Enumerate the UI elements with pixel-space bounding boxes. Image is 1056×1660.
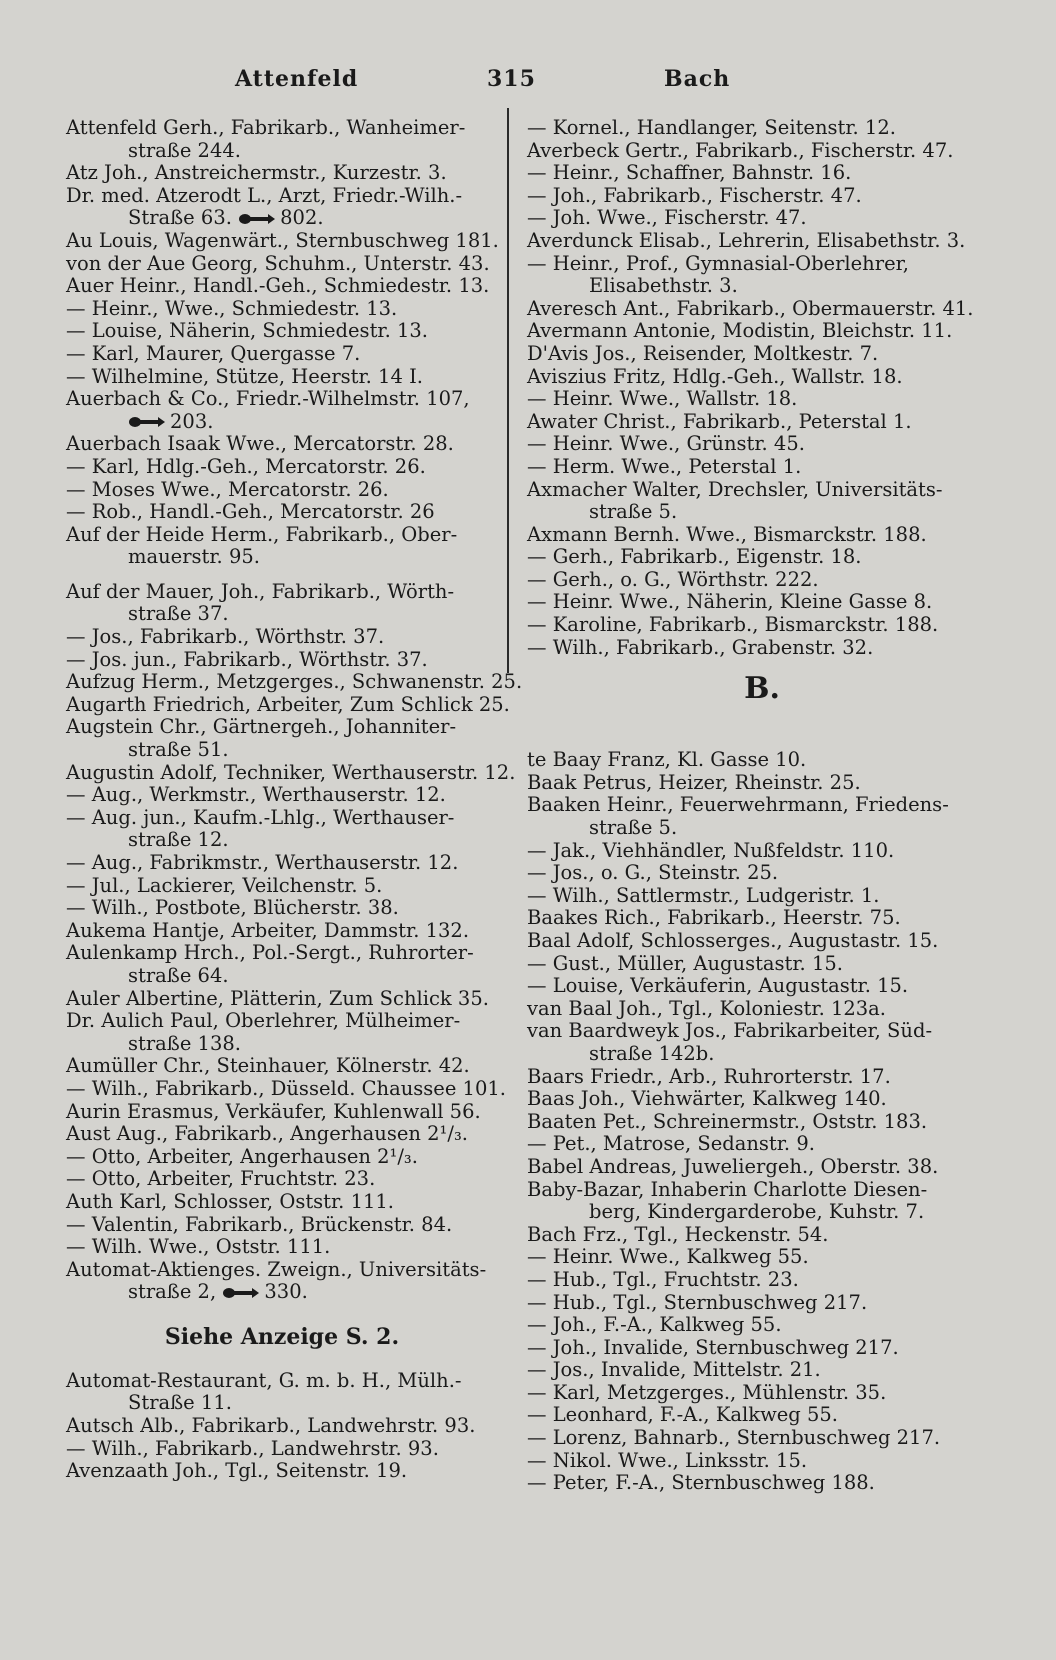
directory-entry bbox=[66, 1191, 498, 1214]
directory-entry bbox=[527, 1224, 997, 1247]
entry-text: — Wilh., Postbote, Blücherstr. 38. bbox=[66, 896, 399, 920]
entry-text: — Rob., Handl.-Geh., Mercatorstr. 26 bbox=[66, 500, 435, 524]
entry-text: — Jos. jun., Fabrikarb., Wörthstr. 37. bbox=[66, 647, 428, 671]
directory-entry bbox=[527, 1292, 997, 1315]
entry-text: Dr. Aulich Paul, Oberlehrer, Mülheimer- bbox=[66, 1009, 461, 1033]
entry-continuation bbox=[66, 140, 498, 163]
directory-entry bbox=[66, 1259, 498, 1282]
directory-entry bbox=[527, 1269, 997, 1292]
directory-entry bbox=[66, 760, 516, 785]
entry-text: — Karl, Hdlg.-Geh., Mercatorstr. 26. bbox=[66, 454, 426, 478]
entry-text: straße 51. bbox=[128, 738, 229, 762]
entry-text: — Heinr. Wwe., Grünstr. 45. bbox=[527, 432, 805, 456]
entry-text: — Joh., F.-A., Kalkweg 55. bbox=[527, 1313, 782, 1337]
directory-entry bbox=[527, 930, 997, 953]
directory-entry bbox=[527, 433, 997, 456]
entry-text: Atz Joh., Anstreichermstr., Kurzestr. 3. bbox=[66, 161, 447, 185]
directory-entry bbox=[66, 230, 498, 253]
directory-entry bbox=[527, 207, 997, 230]
entry-continuation bbox=[66, 1392, 498, 1415]
directory-entry bbox=[527, 862, 997, 885]
directory-entry bbox=[66, 1460, 498, 1483]
entry-continuation bbox=[66, 411, 498, 434]
advert-reference: Siehe Anzeige S. 2. bbox=[164, 1323, 400, 1350]
entry-text: Aumüller Chr., Steinhauer, Kölnerstr. 42. bbox=[66, 1054, 470, 1078]
entry-text: — Joh., Invalide, Sternbuschweg 217. bbox=[527, 1335, 899, 1359]
entry-text: — Karoline, Fabrikarb., Bismarckstr. 188. bbox=[527, 613, 939, 637]
directory-entry bbox=[66, 162, 498, 185]
directory-entry bbox=[66, 501, 498, 524]
entry-text: — Heinr. Wwe., Wallstr. 18. bbox=[527, 387, 798, 411]
entry-text: — Aug., Fabrikmstr., Werthauserstr. 12. bbox=[66, 851, 459, 874]
directory-entry bbox=[66, 388, 498, 411]
entry-text: — Kornel., Handlanger, Seitenstr. 12. bbox=[527, 116, 896, 139]
directory-entry bbox=[527, 749, 997, 772]
directory-entry bbox=[527, 298, 997, 321]
entry-text: — Otto, Arbeiter, Fruchtstr. 23. bbox=[66, 1167, 376, 1191]
directory-entry bbox=[527, 1337, 997, 1360]
directory-entry bbox=[527, 456, 997, 479]
telephone-number: 330. bbox=[264, 1280, 308, 1304]
entry-text: Auerbach & Co., Friedr.-Wilhelmstr. 107, bbox=[66, 387, 470, 411]
directory-entry bbox=[66, 692, 510, 717]
directory-entry bbox=[527, 343, 997, 366]
directory-entry bbox=[527, 1088, 997, 1111]
directory-entry bbox=[66, 275, 498, 298]
directory-entry bbox=[527, 1382, 997, 1405]
directory-entry bbox=[527, 1359, 997, 1382]
directory-entry bbox=[66, 320, 498, 343]
entry-text: van Baal Joh., Tgl., Koloniestr. 123a. bbox=[527, 996, 887, 1020]
entry-text: D'Avis Jos., Reisender, Moltkestr. 7. bbox=[527, 341, 879, 365]
entry-text: — Leonhard, F.-A., Kalkweg 55. bbox=[527, 1403, 839, 1427]
entry-continuation bbox=[66, 965, 498, 988]
entry-text: Avenzaath Joh., Tgl., Seitenstr. 19. bbox=[66, 1459, 408, 1483]
entry-text: Awater Christ., Fabrikarb., Peterstal 1. bbox=[527, 409, 912, 433]
entry-text: — Valentin, Fabrikarb., Brückenstr. 84. bbox=[66, 1212, 453, 1236]
directory-entry bbox=[66, 875, 498, 898]
directory-entry bbox=[527, 1246, 997, 1269]
entry-text: straße 37. bbox=[128, 602, 229, 626]
entry-text: straße 244. bbox=[128, 138, 241, 162]
directory-entry bbox=[66, 988, 498, 1011]
entry-text: straße 64. bbox=[128, 963, 229, 987]
entry-text: Automat-Aktienges. Zweign., Universitäts- bbox=[66, 1257, 487, 1281]
directory-entry bbox=[66, 524, 498, 547]
directory-entry bbox=[66, 581, 498, 604]
entry-text: Auler Albertine, Plätterin, Zum Schlick 35. bbox=[66, 986, 489, 1010]
entry-text: Aurin Erasmus, Verkäufer, Kuhlenwall 56. bbox=[66, 1099, 481, 1123]
entry-text: — Nikol. Wwe., Linksstr. 15. bbox=[527, 1448, 808, 1472]
directory-entry bbox=[527, 1066, 997, 1089]
entry-text: — Aug. jun., Kaufm.-Lhlg., Werthauser- bbox=[66, 805, 455, 829]
directory-entry bbox=[66, 117, 498, 140]
entry-text: — Jos., o. G., Steinstr. 25. bbox=[527, 861, 779, 885]
entry-text: Augstein Chr., Gärtnergeh., Johanniter- bbox=[66, 715, 457, 739]
entry-text: Baars Friedr., Arb., Ruhrorterstr. 17. bbox=[527, 1064, 891, 1088]
section-letter: B. bbox=[744, 671, 780, 707]
directory-entry bbox=[527, 1020, 997, 1043]
entry-continuation bbox=[66, 603, 498, 626]
directory-entry bbox=[527, 1427, 997, 1450]
directory-entry bbox=[527, 524, 997, 547]
directory-entry bbox=[66, 1123, 498, 1146]
entry-text: — Lorenz, Bahnarb., Sternbuschweg 217. bbox=[527, 1426, 941, 1450]
entry-text: Averesch Ant., Fabrikarb., Obermauerstr. 41. bbox=[527, 296, 974, 320]
entry-text: — Peter, F.-A., Sternbuschweg 188. bbox=[527, 1471, 875, 1495]
entry-text: — Wilh., Fabrikarb., Grabenstr. 32. bbox=[527, 635, 874, 659]
entry-continuation bbox=[527, 275, 997, 298]
entry-text: von der Aue Georg, Schuhm., Unterstr. 43. bbox=[66, 251, 490, 275]
directory-entry bbox=[527, 953, 997, 976]
entry-text: straße 5. bbox=[589, 500, 678, 524]
directory-entry bbox=[66, 649, 498, 672]
directory-entry bbox=[66, 942, 498, 965]
entry-text: Aufzug Herm., Metzgerges., Schwanenstr. 25. bbox=[66, 670, 523, 694]
directory-entry bbox=[527, 185, 997, 208]
directory-entry bbox=[66, 852, 498, 875]
directory-entry bbox=[66, 897, 498, 920]
entry-text: — Jak., Viehhändler, Nußfeldstr. 110. bbox=[527, 838, 895, 862]
directory-entry bbox=[527, 772, 997, 795]
entry-continuation bbox=[66, 739, 498, 762]
header-right-keyword: Bach bbox=[664, 66, 731, 92]
directory-entry bbox=[66, 1055, 498, 1078]
entry-text: straße 138. bbox=[128, 1031, 241, 1055]
entry-text: — Louise, Verkäuferin, Augustastr. 15. bbox=[527, 974, 909, 998]
directory-entry bbox=[527, 1404, 997, 1427]
entry-text: Augarth Friedrich, Arbeiter, Zum Schlick 25. bbox=[66, 692, 510, 716]
entry-text: — Heinr., Wwe., Schmiedestr. 13. bbox=[66, 296, 398, 320]
entry-text: — Hub., Tgl., Sternbuschweg 217. bbox=[527, 1290, 868, 1314]
entry-continuation bbox=[66, 546, 498, 569]
entry-text: — Karl, Metzgerges., Mühlenstr. 35. bbox=[527, 1380, 887, 1404]
directory-entry bbox=[66, 343, 498, 366]
entry-text: — Jos., Fabrikarb., Wörthstr. 37. bbox=[66, 625, 385, 649]
directory-entry bbox=[527, 1450, 997, 1473]
entry-text: — Heinr., Schaffner, Bahnstr. 16. bbox=[527, 161, 852, 185]
directory-entry bbox=[527, 253, 997, 276]
directory-entry bbox=[527, 546, 997, 569]
directory-entry bbox=[66, 1236, 498, 1259]
entry-text: — Wilh., Fabrikarb., Düsseld. Chaussee 101. bbox=[66, 1076, 506, 1100]
entry-text: te Baay Franz, Kl. Gasse 10. bbox=[527, 748, 807, 772]
entry-text: Dr. med. Atzerodt L., Arzt, Friedr.-Wilh.- bbox=[66, 183, 463, 207]
directory-entry bbox=[66, 1010, 498, 1033]
entry-text: straße 2, bbox=[128, 1280, 217, 1304]
entry-text: — Heinr., Prof., Gymnasial-Oberlehrer, bbox=[527, 251, 909, 275]
directory-entry bbox=[527, 1156, 997, 1179]
entry-text: Baaten Pet., Schreinermstr., Oststr. 183. bbox=[527, 1109, 928, 1133]
directory-entry bbox=[66, 456, 498, 479]
entry-text: Averbeck Gertr., Fabrikarb., Fischerstr. 47. bbox=[527, 138, 954, 162]
page-number: 315 bbox=[487, 66, 536, 92]
directory-entry bbox=[66, 298, 498, 321]
entry-text: Aviszius Fritz, Hdlg.-Geh., Wallstr. 18. bbox=[527, 364, 903, 388]
entry-text: — Wilhelmine, Stütze, Heerstr. 14 I. bbox=[66, 364, 423, 388]
entry-text: straße 142b. bbox=[589, 1041, 715, 1065]
entry-text: Autsch Alb., Fabrikarb., Landwehrstr. 93. bbox=[66, 1414, 476, 1438]
entry-text: Aust Aug., Fabrikarb., Angerhausen 2¹/₃. bbox=[66, 1122, 468, 1146]
entry-text: — Herm. Wwe., Peterstal 1. bbox=[527, 454, 802, 478]
entry-continuation bbox=[66, 207, 498, 230]
right-column bbox=[527, 117, 997, 1495]
entry-text: Auth Karl, Schlosser, Oststr. 111. bbox=[66, 1189, 394, 1213]
entry-text: Aukema Hantje, Arbeiter, Dammstr. 132. bbox=[66, 918, 470, 942]
directory-entry bbox=[66, 807, 498, 830]
telephone-number: 802. bbox=[280, 206, 324, 230]
entry-text: — Joh., Fabrikarb., Fischerstr. 47. bbox=[527, 183, 862, 207]
entry-text: Axmacher Walter, Drechsler, Universitäts- bbox=[527, 477, 943, 501]
directory-entry bbox=[527, 637, 997, 660]
entry-text: Bach Frz., Tgl., Heckenstr. 54. bbox=[527, 1222, 829, 1246]
directory-entry bbox=[527, 998, 997, 1021]
directory-entry bbox=[66, 1146, 498, 1169]
entry-text: — Joh. Wwe., Fischerstr. 47. bbox=[527, 206, 807, 230]
entry-text: — Heinr. Wwe., Näherin, Kleine Gasse 8. bbox=[527, 590, 933, 614]
entry-text: Augustin Adolf, Techniker, Werthauserstr. 12. bbox=[66, 760, 516, 784]
entry-continuation bbox=[66, 1281, 498, 1304]
entry-text: Auf der Mauer, Joh., Fabrikarb., Wörth- bbox=[66, 579, 455, 603]
directory-entry bbox=[66, 253, 498, 276]
directory-entry bbox=[527, 591, 997, 614]
entry-text: Auf der Heide Herm., Fabrikarb., Ober- bbox=[66, 522, 458, 546]
entry-text: Straße 11. bbox=[128, 1391, 232, 1415]
directory-entry bbox=[527, 907, 997, 930]
entry-continuation bbox=[527, 1043, 997, 1066]
entry-text: — Wilh., Fabrikarb., Landwehrstr. 93. bbox=[66, 1436, 439, 1460]
entry-text: Averdunck Elisab., Lehrerin, Elisabethstr. 3. bbox=[527, 228, 966, 252]
directory-entry bbox=[66, 1076, 506, 1101]
directory-entry bbox=[66, 1214, 498, 1237]
telephone-number: 203. bbox=[170, 409, 214, 433]
directory-entry bbox=[527, 1472, 997, 1495]
directory-entry bbox=[527, 885, 997, 908]
directory-entry bbox=[527, 794, 997, 817]
directory-entry bbox=[527, 1111, 997, 1134]
header-left-keyword: Attenfeld bbox=[235, 66, 359, 92]
directory-entry bbox=[527, 1179, 997, 1202]
directory-entry bbox=[66, 479, 498, 502]
entry-text: straße 5. bbox=[589, 816, 678, 840]
directory-entry bbox=[66, 1415, 498, 1438]
directory-entry bbox=[527, 230, 997, 253]
directory-entry bbox=[527, 1314, 997, 1337]
directory-entry bbox=[527, 117, 997, 140]
entry-text: — Aug., Werkmstr., Werthauserstr. 12. bbox=[66, 783, 446, 807]
directory-entry bbox=[527, 320, 997, 343]
entry-text: mauerstr. 95. bbox=[128, 545, 260, 569]
entry-continuation bbox=[527, 817, 997, 840]
directory-entry bbox=[527, 479, 997, 502]
entry-text: berg, Kindergarderobe, Kuhstr. 7. bbox=[589, 1200, 925, 1224]
directory-entry bbox=[66, 626, 498, 649]
telephone-icon bbox=[222, 1287, 260, 1299]
entry-text: — Moses Wwe., Mercatorstr. 26. bbox=[66, 477, 389, 501]
entry-text: Baak Petrus, Heizer, Rheinstr. 25. bbox=[527, 770, 861, 794]
telephone-icon bbox=[238, 213, 276, 225]
directory-entry bbox=[66, 784, 498, 807]
directory-entry bbox=[527, 162, 997, 185]
entry-continuation bbox=[527, 1201, 997, 1224]
entry-text: Auerbach Isaak Wwe., Mercatorstr. 28. bbox=[66, 432, 454, 456]
entry-text: Babel Andreas, Juweliergeh., Oberstr. 38. bbox=[527, 1154, 939, 1178]
entry-text: van Baardweyk Jos., Fabrikarbeiter, Süd- bbox=[527, 1019, 933, 1043]
directory-entry bbox=[66, 716, 498, 739]
entry-text: Baas Joh., Viehwärter, Kalkweg 140. bbox=[527, 1087, 887, 1111]
entry-text: Baal Adolf, Schlosserges., Augustastr. 15. bbox=[527, 929, 939, 952]
directory-entry bbox=[527, 388, 997, 411]
entry-text: — Karl, Maurer, Quergasse 7. bbox=[66, 341, 361, 365]
directory-entry bbox=[66, 1101, 498, 1124]
entry-text: Straße 63. bbox=[128, 206, 232, 230]
entry-text: — Gerh., o. G., Wörthstr. 222. bbox=[527, 567, 819, 591]
entry-text: Au Louis, Wagenwärt., Sternbuschweg 181. bbox=[66, 228, 499, 252]
entry-continuation bbox=[527, 501, 997, 524]
entry-text: — Heinr. Wwe., Kalkweg 55. bbox=[527, 1245, 809, 1269]
entry-text: — Otto, Arbeiter, Angerhausen 2¹/₃. bbox=[66, 1144, 418, 1168]
directory-entry bbox=[66, 920, 498, 943]
entry-text: Auer Heinr., Handl.-Geh., Schmiedestr. 13. bbox=[66, 274, 490, 298]
entry-text: Attenfeld Gerh., Fabrikarb., Wanheimer- bbox=[66, 116, 466, 139]
directory-entry bbox=[66, 1168, 498, 1191]
directory-entry bbox=[527, 366, 997, 389]
entry-text: Aulenkamp Hrch., Pol.-Sergt., Ruhrorter- bbox=[66, 941, 474, 965]
entry-text: Automat-Restaurant, G. m. b. H., Mülh.- bbox=[66, 1368, 462, 1392]
entry-text: Baakes Rich., Fabrikarb., Heerstr. 75. bbox=[527, 906, 901, 930]
entry-text: straße 12. bbox=[128, 828, 229, 852]
directory-entry bbox=[527, 975, 997, 998]
directory-entry bbox=[527, 840, 997, 863]
directory-entry bbox=[527, 411, 997, 434]
entry-text: — Louise, Näherin, Schmiedestr. 13. bbox=[66, 319, 428, 343]
directory-entry bbox=[66, 1370, 498, 1393]
entry-text: Avermann Antonie, Modistin, Bleichstr. 11. bbox=[527, 319, 953, 343]
telephone-icon bbox=[128, 416, 166, 428]
entry-continuation bbox=[66, 829, 498, 852]
entry-text: — Wilh. Wwe., Oststr. 111. bbox=[66, 1235, 331, 1259]
directory-entry bbox=[66, 670, 523, 694]
entry-text: — Hub., Tgl., Fruchtstr. 23. bbox=[527, 1267, 799, 1291]
directory-entry bbox=[527, 569, 997, 592]
directory-entry bbox=[66, 1438, 498, 1461]
entry-text: Axmann Bernh. Wwe., Bismarckstr. 188. bbox=[527, 522, 927, 546]
entry-text: — Jul., Lackierer, Veilchenstr. 5. bbox=[66, 873, 383, 897]
entry-text: — Gust., Müller, Augustastr. 15. bbox=[527, 951, 843, 975]
directory-entry bbox=[527, 1133, 997, 1156]
directory-entry bbox=[527, 614, 997, 637]
entry-text: — Gerh., Fabrikarb., Eigenstr. 18. bbox=[527, 545, 862, 569]
directory-entry bbox=[527, 140, 997, 163]
entry-continuation bbox=[66, 1033, 498, 1056]
entry-text: — Wilh., Sattlermstr., Ludgeristr. 1. bbox=[527, 883, 880, 907]
left-column bbox=[66, 116, 523, 1483]
directory-entry bbox=[66, 433, 498, 456]
column-divider bbox=[507, 108, 509, 673]
directory-entry bbox=[66, 366, 498, 389]
directory-entry bbox=[66, 185, 498, 208]
entry-text: — Jos., Invalide, Mittelstr. 21. bbox=[527, 1358, 821, 1382]
entry-text: — Pet., Matrose, Sedanstr. 9. bbox=[527, 1132, 815, 1156]
entry-text: Baby-Bazar, Inhaberin Charlotte Diesen- bbox=[527, 1177, 928, 1201]
entry-text: Baaken Heinr., Feuerwehrmann, Friedens- bbox=[527, 793, 949, 817]
entry-text: Elisabethstr. 3. bbox=[589, 274, 738, 298]
